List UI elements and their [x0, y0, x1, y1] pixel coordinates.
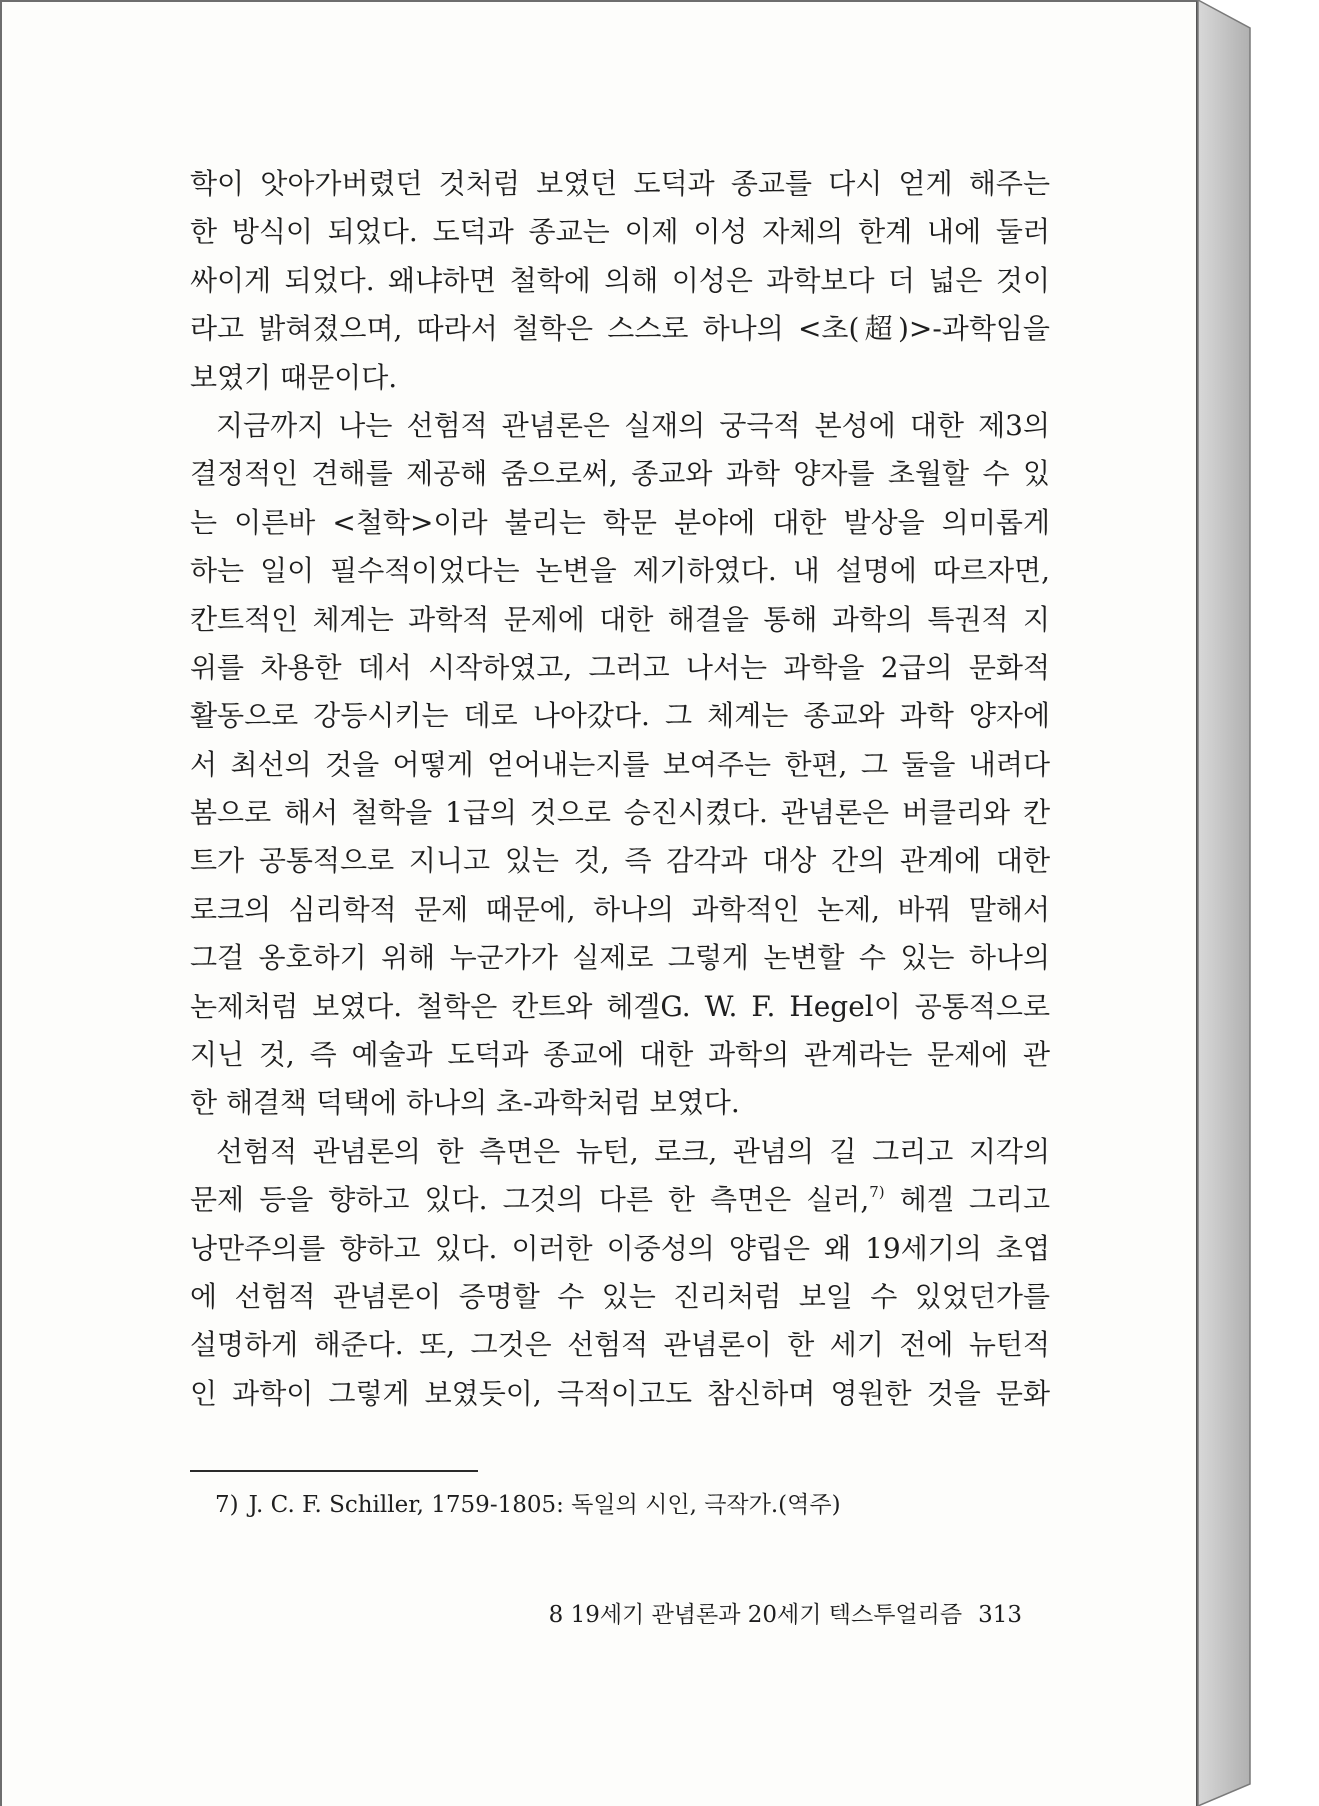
body-line: 트가 공통적으로 지니고 있는 것, 즉 감각과 대상 간의 관계에 대한: [190, 844, 1050, 878]
book-page-edge: [1196, 0, 1256, 1806]
body-line: 하는 일이 필수적이었다는 논변을 제기하였다. 내 설명에 따르자면,: [190, 554, 1050, 588]
footnote-reference: 7): [869, 1183, 885, 1202]
footnote-text: J. C. F. Schiller, 1759-1805: 독일의 시인, 극작가.(역주): [248, 1492, 841, 1518]
body-line-segment: 헤겔 그리고: [884, 1183, 1050, 1217]
body-line: 위를 차용한 데서 시작하였고, 그러고 나서는 과학을 2급의 문화적: [190, 650, 1050, 684]
body-line: 그걸 옹호하기 위해 누군가가 실제로 그렇게 논변할 수 있는 하나의: [190, 941, 1050, 975]
body-line: 한 해결책 덕택에 하나의 초-과학처럼 보였다.: [190, 1086, 740, 1120]
body-line: 선험적 관념론의 한 측면은 뉴턴, 로크, 관념의 길 그리고 지각의: [216, 1134, 1050, 1168]
footnote: [215, 1488, 1015, 1522]
footnote-divider: [190, 1470, 478, 1472]
body-line: 로크의 심리학적 문제 때문에, 하나의 과학적인 논제, 바꿔 말해서: [190, 892, 1050, 926]
body-line: 활동으로 강등시키는 데로 나아갔다. 그 체계는 종교와 과학 양자에: [190, 699, 1050, 733]
body-line: 보였기 때문이다.: [190, 360, 398, 394]
body-line: 낭만주의를 향하고 있다. 이러한 이중성의 양립은 왜 19세기의 초엽: [190, 1231, 1050, 1265]
body-line: 서 최선의 것을 어떻게 얻어내는지를 보여주는 한편, 그 둘을 내려다: [190, 747, 1050, 781]
running-footer: [502, 1598, 1022, 1632]
body-line: [190, 1176, 1050, 1224]
chapter-title: 8 19세기 관념론과 20세기 텍스투얼리즘: [548, 1602, 963, 1628]
body-line: 라고 밝혀졌으며, 따라서 철학은 스스로 하나의 <초(超)>-과학임을: [190, 312, 1050, 346]
paragraph-1: [190, 160, 1050, 402]
body-line: 지닌 것, 즉 예술과 도덕과 종교에 대한 과학의 관계라는 문제에 관: [190, 1038, 1050, 1072]
paragraph-2: [190, 402, 1050, 1128]
body-line: 설명하게 해준다. 또, 그것은 선험적 관념론이 한 세기 전에 뉴턴적: [190, 1328, 1050, 1362]
paragraph-3: [190, 1128, 1050, 1418]
body-line: 인 과학이 그렇게 보였듯이, 극적이고도 참신하며 영원한 것을 문화: [190, 1376, 1050, 1410]
body-line: 결정적인 견해를 제공해 줌으로써, 종교와 과학 양자를 초월할 수 있: [190, 457, 1050, 491]
body-line: 지금까지 나는 선험적 관념론은 실재의 궁극적 본성에 대한 제3의: [216, 408, 1050, 442]
body-text: [190, 160, 1050, 1418]
footnote-marker: 7): [215, 1492, 239, 1518]
body-line: 칸트적인 체계는 과학적 문제에 대한 해결을 통해 과학의 특권적 지: [190, 602, 1050, 636]
body-line: 한 방식이 되었다. 도덕과 종교는 이제 이성 자체의 한계 내에 둘러: [190, 215, 1050, 249]
page-number: 313: [978, 1602, 1022, 1628]
body-line: 는 이른바 <철학>이라 불리는 학문 분야에 대한 발상을 의미롭게: [190, 505, 1050, 539]
body-line: 싸이게 되었다. 왜냐하면 철학에 의해 이성은 과학보다 더 넓은 것이: [190, 263, 1050, 297]
body-line: 논제처럼 보였다. 철학은 칸트와 헤겔G. W. F. Hegel이 공통적으로: [190, 989, 1050, 1023]
body-line: 에 선험적 관념론이 증명할 수 있는 진리처럼 보일 수 있었던가를: [190, 1279, 1050, 1313]
body-line: 봄으로 해서 철학을 1급의 것으로 승진시켰다. 관념론은 버클리와 칸: [190, 796, 1050, 830]
body-line: 학이 앗아가버렸던 것처럼 보였던 도덕과 종교를 다시 얻게 해주는: [190, 167, 1050, 200]
body-line-segment: 문제 등을 향하고 있다. 그것의 다른 한 측면은 실러,: [190, 1183, 870, 1217]
